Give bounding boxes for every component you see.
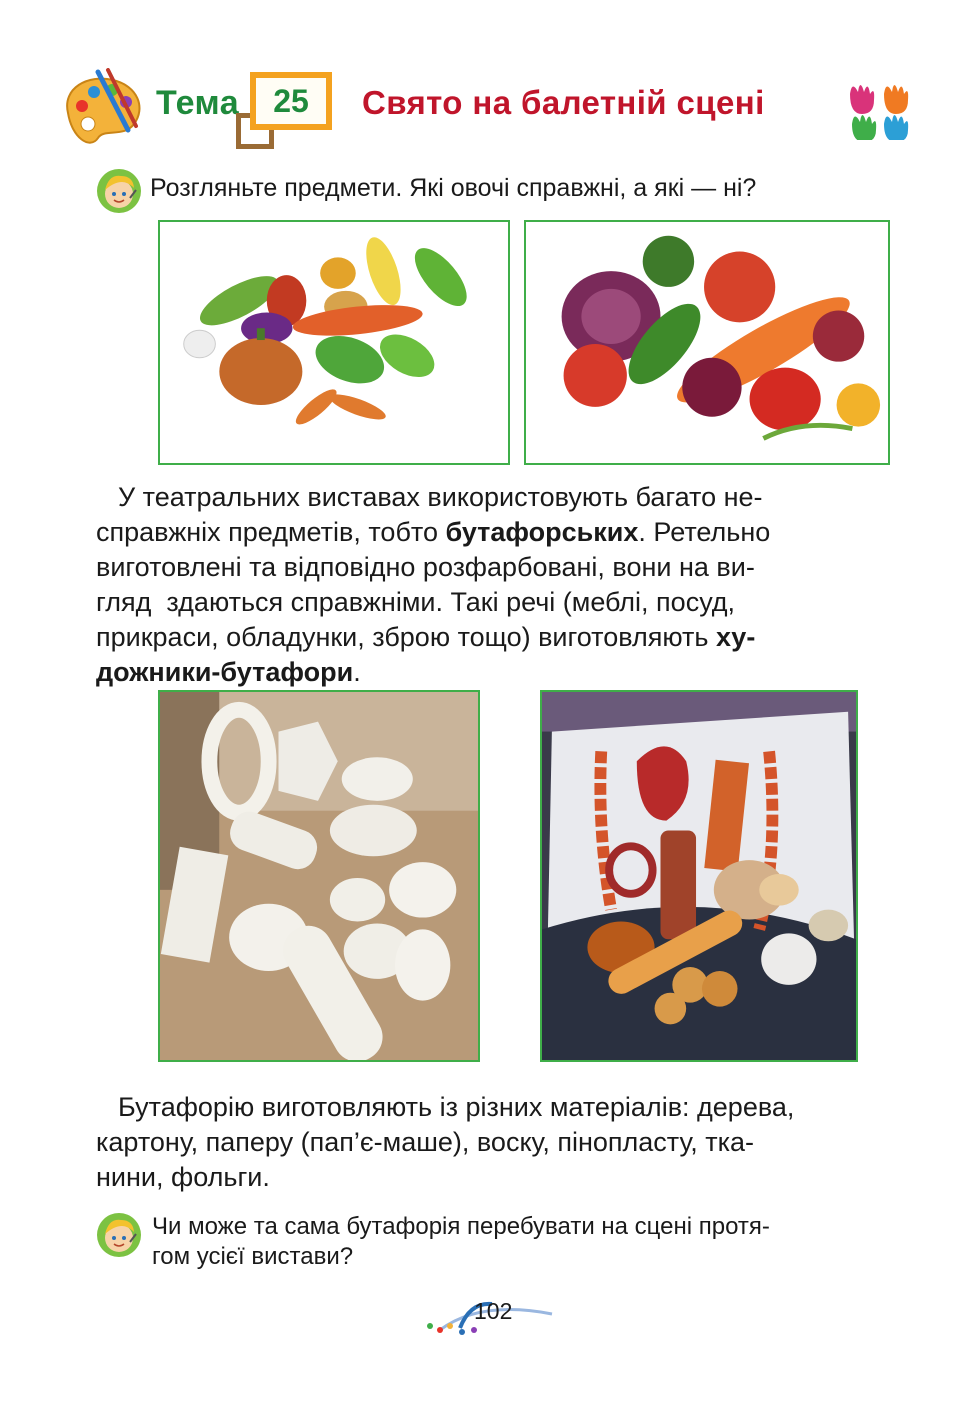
text-span: У театральних виставах використовують багато не-	[118, 482, 763, 512]
paragraph-line	[96, 655, 890, 690]
palette-icon	[58, 68, 148, 148]
painted-props-photo	[540, 690, 858, 1062]
question-text	[152, 1212, 892, 1272]
text-span: Бутафорію виготовляють із різних матеріалів: дерева,	[118, 1092, 795, 1122]
painted-hands-icon	[846, 74, 916, 140]
question-line: гом усієї вистави?	[152, 1243, 354, 1270]
text-span: справжніх предметів, тобто	[96, 517, 446, 547]
text-span: .	[353, 657, 361, 687]
topic-number: 25	[256, 78, 326, 124]
text-span: . Ретельно	[638, 517, 771, 547]
text-span: виготовлені та відповідно розфарбовані, вони на ви-	[96, 552, 755, 582]
paragraph-line	[96, 480, 890, 515]
page-title: Свято на балетній сцені	[362, 84, 765, 121]
paragraph-line	[96, 585, 890, 620]
text-span: нини, фольги.	[96, 1162, 270, 1192]
boy-avatar-icon	[96, 168, 142, 214]
text-span: гляд здаються справжніми. Такі речі (меблі, посуд,	[96, 587, 736, 617]
topic-label: Тема	[156, 84, 240, 122]
paragraph-bootafory-intro	[96, 480, 890, 690]
real-vegetables-photo	[524, 220, 890, 465]
fake-vegetables-photo	[158, 220, 510, 465]
text-span: прикраси, обладунки, зброю тощо) виготовляють	[96, 622, 716, 652]
paragraph-line	[96, 550, 890, 585]
white-props-photo	[158, 690, 480, 1062]
text-span	[96, 515, 770, 550]
topic-number-frame	[250, 72, 332, 130]
paragraph-line	[96, 1090, 890, 1125]
question-line: Чи може та сама бутафорія перебувати на сцені протя-	[152, 1213, 770, 1240]
page-number: 102	[474, 1298, 513, 1324]
paragraph-line	[96, 1125, 890, 1160]
paragraph-line	[96, 515, 890, 550]
paragraph-line	[96, 1160, 890, 1195]
boy-avatar-icon	[96, 1212, 142, 1258]
paragraph-materials	[96, 1090, 890, 1195]
text-span: картону, паперу (пап’є-маше), воску, пінопласту, тка-	[96, 1127, 755, 1157]
question-text: Розгляньте предмети. Які овочі справжні, а які — ні?	[150, 174, 757, 202]
term-bold: ху-	[715, 622, 756, 652]
term-bold: бутафорських	[445, 517, 639, 547]
paragraph-line	[96, 620, 890, 655]
term-bold: дожники-бутафори	[96, 657, 354, 687]
